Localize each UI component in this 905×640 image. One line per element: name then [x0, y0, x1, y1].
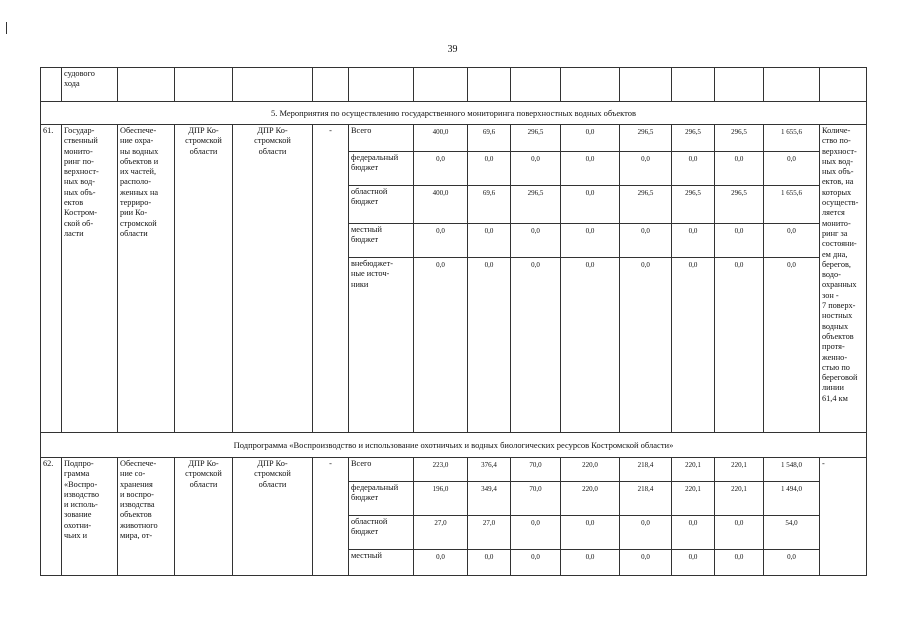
- funding-value: 296,5: [672, 125, 715, 152]
- funding-value: 220,1: [715, 482, 764, 516]
- funding-value: 296,5: [511, 186, 561, 224]
- funding-value: 54,0: [764, 516, 820, 550]
- funding-value: 196,0: [414, 482, 468, 516]
- funding-value: 0,0: [414, 550, 468, 576]
- funding-value: 296,5: [715, 125, 764, 152]
- funding-value: 0,0: [468, 152, 511, 186]
- row62-number: 62.: [41, 458, 62, 576]
- funding-value: 27,0: [468, 516, 511, 550]
- funding-value: 218,4: [620, 458, 672, 482]
- table-cell: [620, 68, 672, 102]
- funding-value: 296,5: [715, 186, 764, 224]
- table-cell: [468, 68, 511, 102]
- table-cell: [715, 68, 764, 102]
- section-row: [41, 102, 867, 125]
- funding-value: 0,0: [672, 224, 715, 258]
- funding-value: 223,0: [414, 458, 468, 482]
- funding-source-label: внебюджет- ные источ- ники: [349, 258, 414, 433]
- funding-value: 296,5: [620, 186, 672, 224]
- subprogram-title: Подпрограмма «Воспроизводство и использование охотничьих и водных биологических ресурсов Костромской области»: [41, 433, 867, 458]
- funding-source-label: Всего: [349, 458, 414, 482]
- funding-source-label: областной бюджет: [349, 186, 414, 224]
- funding-value: 296,5: [672, 186, 715, 224]
- funding-value: 0,0: [715, 516, 764, 550]
- funding-value: 220,0: [561, 482, 620, 516]
- funding-value: 0,0: [561, 224, 620, 258]
- row62-executor: ДПР Ко- стромской области: [175, 458, 233, 576]
- funding-value: 0,0: [511, 224, 561, 258]
- table-row: [41, 458, 867, 482]
- funding-value: 0,0: [620, 550, 672, 576]
- row62-dash: -: [313, 458, 349, 576]
- funding-value: 0,0: [511, 152, 561, 186]
- funding-value: 400,0: [414, 186, 468, 224]
- table-body: [41, 68, 867, 576]
- funding-value: 220,0: [561, 458, 620, 482]
- page-number: 39: [447, 44, 458, 55]
- funding-value: 296,5: [511, 125, 561, 152]
- funding-source-label: Всего: [349, 125, 414, 152]
- funding-value: 1 655,6: [764, 125, 820, 152]
- funding-value: 220,1: [672, 482, 715, 516]
- table-cell: [349, 68, 414, 102]
- funding-value: 0,0: [561, 186, 620, 224]
- table-cell: [511, 68, 561, 102]
- funding-value: 0,0: [715, 152, 764, 186]
- row61-name: Государ- ственный монито- ринг по- верхност- ных вод- ных объ- ектов Костром- ской об- ласти: [62, 125, 118, 433]
- funding-value: 0,0: [672, 550, 715, 576]
- funding-value: 0,0: [561, 152, 620, 186]
- row62-indicator: -: [820, 458, 867, 576]
- table-cell: [561, 68, 620, 102]
- funding-value: 0,0: [715, 550, 764, 576]
- funding-source-label: областной бюджет: [349, 516, 414, 550]
- funding-source-label: местный: [349, 550, 414, 576]
- funding-value: 0,0: [764, 550, 820, 576]
- funding-value: 376,4: [468, 458, 511, 482]
- table-cell: [41, 68, 62, 102]
- table-cell: [672, 68, 715, 102]
- funding-value: 0,0: [620, 224, 672, 258]
- funding-value: 70,0: [511, 482, 561, 516]
- funding-value: 220,1: [672, 458, 715, 482]
- row61-indicator: Количе- ство по- верхност- ных вод- ных объ- ектов, на которых осуществ- ляется монито- ринг за состояни- ем дна, берегов, водо- охранных зон - 7 поверх- ностных водных объектов протя- женно- стью по береговой линии 61,4 км: [820, 125, 867, 433]
- funding-value: 0,0: [672, 516, 715, 550]
- scan-margin-mark: [6, 22, 7, 34]
- section-row: [41, 433, 867, 458]
- funding-value: 1 655,6: [764, 186, 820, 224]
- funding-value: 69,6: [468, 186, 511, 224]
- funding-value: 0,0: [764, 258, 820, 433]
- funding-value: 220,1: [715, 458, 764, 482]
- funding-source-label: местный бюджет: [349, 224, 414, 258]
- section-title: 5. Мероприятия по осуществлению государственного мониторинга поверхностных водных объектов: [41, 102, 867, 125]
- table-cell: [414, 68, 468, 102]
- row61-number: 61.: [41, 125, 62, 433]
- table-cell: [175, 68, 233, 102]
- funding-value: 0,0: [715, 258, 764, 433]
- table-cell: [233, 68, 313, 102]
- funding-value: 1 494,0: [764, 482, 820, 516]
- funding-value: 70,0: [511, 458, 561, 482]
- table-cell: [118, 68, 175, 102]
- funding-value: 0,0: [715, 224, 764, 258]
- funding-value: 349,4: [468, 482, 511, 516]
- row61-recipient: ДПР Ко- стромской области: [233, 125, 313, 433]
- funding-value: 0,0: [414, 152, 468, 186]
- table-row: [41, 125, 867, 152]
- funding-value: 0,0: [511, 550, 561, 576]
- row62-goal: Обеспече- ние со- хранения и воспро- изводства объектов животного мира, от-: [118, 458, 175, 576]
- funding-value: 0,0: [468, 258, 511, 433]
- funding-value: 0,0: [620, 516, 672, 550]
- table-row: [41, 68, 867, 102]
- row61-goal: Обеспече- ние охра- ны водных объектов и их частей, располо- женных на терриро- рии Ко- стромской области: [118, 125, 175, 433]
- funding-value: 0,0: [561, 550, 620, 576]
- funding-value: 0,0: [764, 152, 820, 186]
- funding-value: 218,4: [620, 482, 672, 516]
- funding-value: 0,0: [620, 258, 672, 433]
- funding-value: 400,0: [414, 125, 468, 152]
- funding-value: 0,0: [672, 258, 715, 433]
- funding-source-label: федеральный бюджет: [349, 482, 414, 516]
- funding-value: 0,0: [620, 152, 672, 186]
- table-cell: [764, 68, 820, 102]
- table-cell-name: судового хода: [62, 68, 118, 102]
- funding-value: 27,0: [414, 516, 468, 550]
- row62-recipient: ДПР Ко- стромской области: [233, 458, 313, 576]
- funding-value: 1 548,0: [764, 458, 820, 482]
- funding-value: 0,0: [764, 224, 820, 258]
- table-cell: [313, 68, 349, 102]
- funding-value: 0,0: [414, 224, 468, 258]
- funding-value: 296,5: [620, 125, 672, 152]
- row61-executor: ДПР Ко- стромской области: [175, 125, 233, 433]
- funding-value: 0,0: [468, 550, 511, 576]
- funding-value: 0,0: [672, 152, 715, 186]
- funding-value: 0,0: [511, 516, 561, 550]
- funding-value: 0,0: [561, 258, 620, 433]
- table-cell: [820, 68, 867, 102]
- row62-name: Подпро- грамма «Воспро- изводство и исполь- зование охотни- чьих и: [62, 458, 118, 576]
- funding-source-label: федеральный бюджет: [349, 152, 414, 186]
- funding-value: 0,0: [561, 125, 620, 152]
- program-table: [40, 67, 867, 576]
- funding-value: 0,0: [561, 516, 620, 550]
- funding-value: 0,0: [414, 258, 468, 433]
- funding-value: 0,0: [511, 258, 561, 433]
- funding-value: 69,6: [468, 125, 511, 152]
- row61-dash: -: [313, 125, 349, 433]
- funding-value: 0,0: [468, 224, 511, 258]
